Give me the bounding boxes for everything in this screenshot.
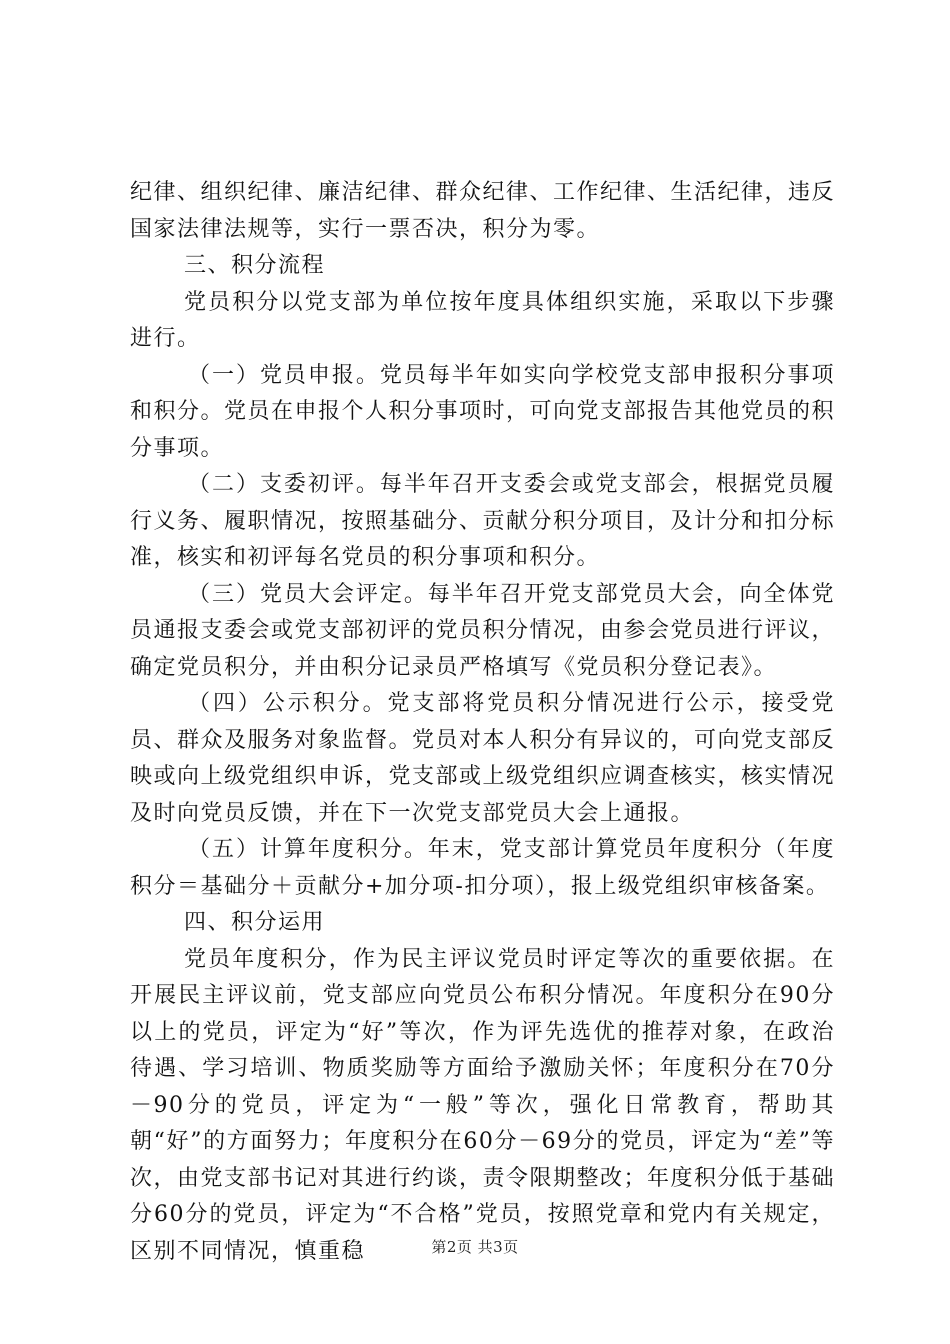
- paragraph-continuation: 纪律、组织纪律、廉洁纪律、群众纪律、工作纪律、生活纪律，违反国家法律法规等，实行一票否决，积分为零。: [130, 180, 836, 242]
- section-heading-3: 三、积分流程: [184, 253, 326, 278]
- paragraph-usage: 党员年度积分，作为民主评议党员时评定等次的重要依据。在开展民主评议前，党支部应向党员公布积分情况。年度积分在90分以上的党员，评定为“好”等次，作为评先选优的推荐对象，在政治待遇、学习培训、物质奖励等方面给予激励关怀；年度积分在70分－90分的党员，评定为“一般”等次，强化日常教育，帮助其朝“好”的方面努力；年度积分在60分－69分的党员，评定为“差”等次，由党支部书记对其进行约谈，责令限期整改；年度积分低于基础分60分的党员，评定为“不合格”党员，按照党章和党内有关规定，区别不同情况，慎重稳: [130, 946, 836, 1264]
- paragraph-process-intro: 党员积分以党支部为单位按年度具体组织实施，采取以下步骤进行。: [130, 289, 835, 351]
- section-heading-4: 四、积分运用: [184, 910, 326, 935]
- paragraph-step-2: （二）支委初评。每半年召开支委会或党支部会，根据党员履行义务、履职情况，按照基础分、贡献分积分项目，及计分和扣分标准，核实和初评每名党员的积分事项和积分。: [130, 472, 836, 570]
- paragraph-step-3: （三）党员大会评定。每半年召开党支部党员大会，向全体党员通报支委会或党支部初评的党员积分情况，由参会党员进行评议，确定党员积分，并由积分记录员严格填写《党员积分登记表》。: [130, 581, 836, 680]
- paragraph-step-4: （四）公示积分。党支部将党员积分情况进行公示，接受党员、群众及服务对象监督。党员对本人积分有异议的，可向党支部反映或向上级党组织申诉，党支部或上级党组织应调查核实，核实情况及时向党员反馈，并在下一次党支部党员大会上通报。: [130, 691, 836, 826]
- paragraph-step-5: （五）计算年度积分。年末，党支部计算党员年度积分（年度积分＝基础分＋贡献分+加分项-扣分项），报上级党组织审核备案。: [130, 837, 835, 899]
- page-number-footer: 第2页 共3页: [431, 1238, 519, 1256]
- document-body: [130, 175, 835, 1270]
- paragraph-step-1: （一）党员申报。党员每半年如实向学校党支部申报积分事项和积分。党员在申报个人积分事项时，可向党支部报告其他党员的积分事项。: [130, 362, 836, 461]
